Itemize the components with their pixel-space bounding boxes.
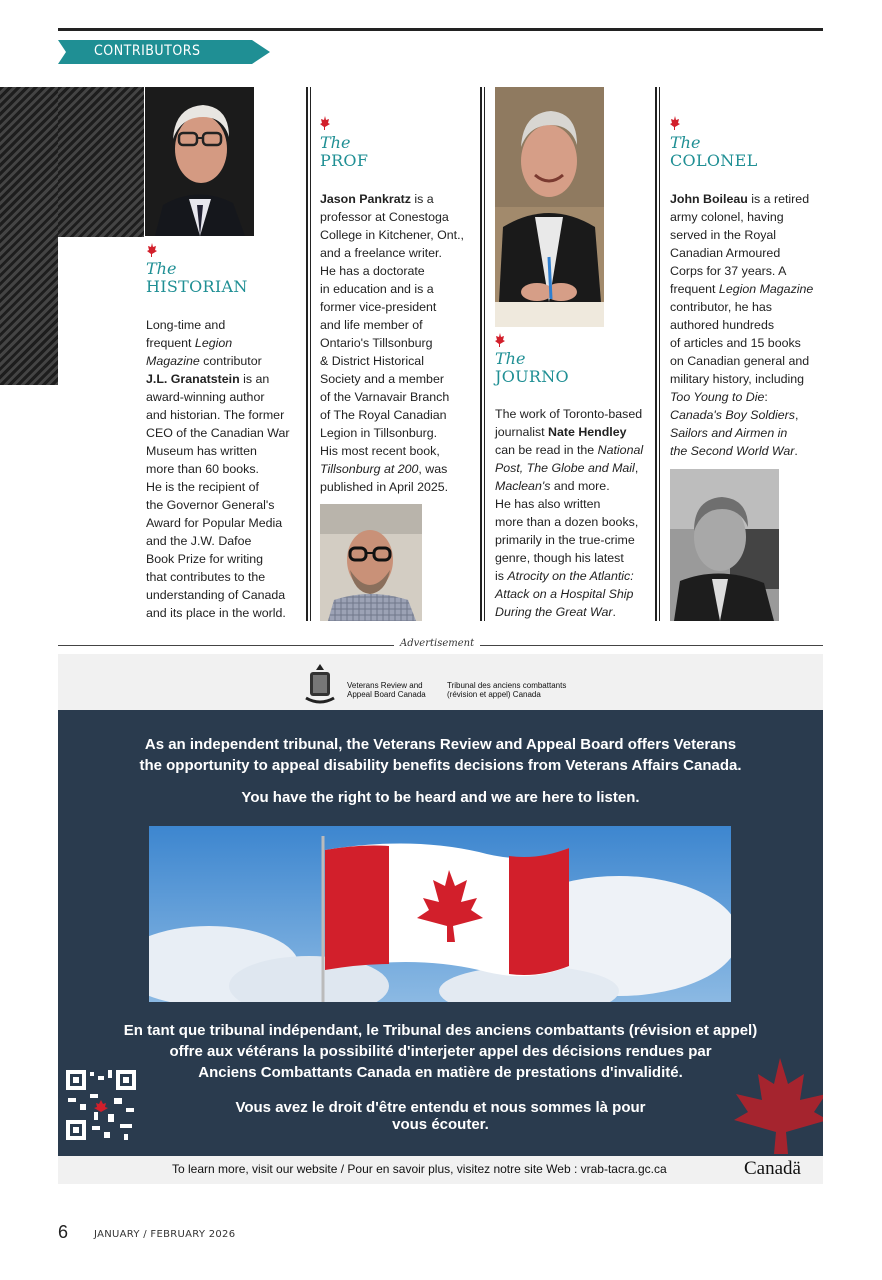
vrab-advertisement[interactable] bbox=[58, 654, 823, 1184]
bio-text: and a freelance writer. bbox=[320, 246, 442, 260]
bio-line bbox=[146, 460, 301, 478]
ad-header bbox=[58, 654, 823, 710]
bio-text: Book Prize for writing bbox=[146, 552, 264, 566]
bio-line bbox=[670, 226, 825, 244]
column-divider bbox=[484, 87, 485, 621]
bio-text: the Governor General's bbox=[146, 498, 275, 512]
bio-line bbox=[670, 334, 825, 352]
contributor-name: John Boileau bbox=[670, 192, 748, 206]
bio-text: Long-time and bbox=[146, 318, 226, 332]
bio-text: , bbox=[634, 461, 639, 475]
bio-text: is bbox=[495, 569, 508, 583]
bio-line bbox=[320, 478, 475, 496]
bio-text: He has also written bbox=[495, 497, 601, 511]
bio-line bbox=[670, 388, 825, 406]
bio-text: award-winning author bbox=[146, 390, 265, 404]
ad-en-line-3: You have the right to be heard and we are here to listen. bbox=[241, 789, 640, 806]
bio-line bbox=[146, 514, 301, 532]
ad-fr-line-4: Vous avez le droit d'être entendu et nous sommes là pour bbox=[235, 1099, 646, 1116]
bio-text: army colonel, having bbox=[670, 210, 784, 224]
bio-text: genre, though his latest bbox=[495, 551, 624, 565]
prof-role: PROF bbox=[320, 151, 369, 170]
bio-line bbox=[146, 586, 301, 604]
bio-line bbox=[146, 406, 301, 424]
bio-line bbox=[670, 406, 825, 424]
italic-title: Too Young to Die bbox=[670, 390, 765, 404]
italic-title: Legion Magazine bbox=[718, 282, 814, 296]
bio-line bbox=[320, 442, 475, 460]
page-number: 6 bbox=[58, 1222, 69, 1242]
bio-line bbox=[670, 442, 825, 460]
contributor-name: Nate Hendley bbox=[548, 425, 627, 439]
bio-line bbox=[495, 423, 653, 441]
column-divider bbox=[480, 87, 482, 621]
column-divider bbox=[310, 87, 311, 621]
prof-bio bbox=[320, 190, 475, 496]
bio-text: former vice-president bbox=[320, 300, 437, 314]
bio-line bbox=[146, 604, 301, 622]
bio-text: is an bbox=[239, 372, 270, 386]
italic-title: Maclean's bbox=[495, 479, 551, 493]
bio-line bbox=[146, 424, 301, 442]
italic-title: Canada's Boy Soldiers bbox=[670, 408, 795, 422]
coat-of-arms-icon bbox=[304, 662, 336, 704]
bio-text: contributor, he has bbox=[670, 300, 772, 314]
bio-line bbox=[320, 190, 475, 208]
bio-text: contributor bbox=[199, 354, 262, 368]
bio-text: frequent bbox=[670, 282, 719, 296]
bio-line bbox=[495, 459, 653, 477]
bio-text: CEO of the Canadian War bbox=[146, 426, 290, 440]
bio-line bbox=[495, 549, 653, 567]
ad-fr-line-1: En tant que tribunal indépendant, le Tribunal des anciens combattants (révision et appel) bbox=[123, 1022, 758, 1039]
bio-line bbox=[320, 208, 475, 226]
prof-photo bbox=[320, 504, 422, 621]
bio-text: can be read in the bbox=[495, 443, 598, 457]
ad-fr-line-2: offre aux vétérans la possibilité d'interjeter appel des décisions rendues par bbox=[169, 1043, 712, 1060]
bio-line bbox=[146, 316, 301, 334]
org-name-fr: Tribunal des anciens combattants (révision et appel) Canada bbox=[447, 681, 567, 699]
issue-date: JANUARY / FEBRUARY 2026 bbox=[94, 1229, 236, 1240]
italic-title: Atrocity on the Atlantic: bbox=[507, 569, 634, 583]
bio-text: and historian. The former bbox=[146, 408, 285, 422]
bio-text: College in Kitchener, Ont., bbox=[320, 228, 464, 242]
ad-website-line[interactable]: To learn more, visit our website / Pour en savoir plus, visitez notre site Web : vrab-tacra.gc.ca bbox=[172, 1162, 667, 1176]
bio-line bbox=[670, 370, 825, 388]
bio-line bbox=[670, 352, 825, 370]
bio-text: and its place in the world. bbox=[146, 606, 286, 620]
bio-text: more than 60 books. bbox=[146, 462, 259, 476]
ad-label: Advertisement bbox=[400, 638, 475, 649]
colonel-the: The bbox=[670, 133, 701, 152]
bio-text: journalist bbox=[495, 425, 549, 439]
decorative-corner bbox=[58, 237, 144, 387]
bio-text: served in the Royal bbox=[670, 228, 777, 242]
column-divider bbox=[655, 87, 657, 621]
bio-line bbox=[670, 244, 825, 262]
bio-line bbox=[146, 388, 301, 406]
bio-text: Canadian Armoured bbox=[670, 246, 781, 260]
bio-text: in education and is a bbox=[320, 282, 434, 296]
canadian-flag-image bbox=[149, 826, 731, 1002]
colonel-role: COLONEL bbox=[670, 151, 758, 170]
maple-leaf-icon bbox=[147, 243, 157, 257]
bio-line bbox=[670, 424, 825, 442]
bio-text: of articles and 15 books bbox=[670, 336, 801, 350]
bio-text: , was bbox=[418, 462, 448, 476]
column-divider bbox=[659, 87, 660, 621]
org-name-en: Veterans Review and Appeal Board Canada bbox=[347, 681, 426, 699]
bio-text: of the Varnavair Branch bbox=[320, 390, 450, 404]
bio-line bbox=[146, 496, 301, 514]
italic-title: National bbox=[597, 443, 644, 457]
bio-text: . bbox=[612, 605, 616, 619]
colonel-photo bbox=[670, 469, 779, 621]
top-rule bbox=[58, 28, 823, 31]
qr-code-icon[interactable] bbox=[64, 1068, 138, 1142]
bio-line bbox=[146, 334, 301, 352]
italic-title: During the Great War bbox=[495, 605, 613, 619]
bio-text: and the J.W. Dafoe bbox=[146, 534, 252, 548]
bio-line bbox=[320, 280, 475, 298]
bio-line bbox=[495, 531, 653, 549]
decorative-stripes-upper bbox=[58, 87, 144, 237]
bio-text: , bbox=[794, 408, 799, 422]
bio-line bbox=[320, 244, 475, 262]
bio-line bbox=[495, 405, 653, 423]
decorative-stripes bbox=[0, 87, 58, 385]
contributor-name: Jason Pankratz bbox=[320, 192, 411, 206]
bio-text: on Canadian general and bbox=[670, 354, 810, 368]
bio-line bbox=[495, 477, 653, 495]
italic-title: Post, The Globe and Mail bbox=[495, 461, 635, 475]
ad-fr-line-5: vous écouter. bbox=[392, 1116, 489, 1133]
journo-photo bbox=[495, 87, 604, 327]
bio-text: Ontario's Tillsonburg bbox=[320, 336, 433, 350]
bio-line bbox=[320, 298, 475, 316]
bio-line bbox=[495, 603, 653, 621]
italic-title: Sailors and Airmen in bbox=[670, 426, 788, 440]
bio-line bbox=[495, 441, 653, 459]
bio-text: professor at Conestoga bbox=[320, 210, 449, 224]
historian-photo bbox=[145, 87, 254, 236]
bio-line bbox=[495, 585, 653, 603]
bio-text: that contributes to the bbox=[146, 570, 266, 584]
ad-divider-right bbox=[480, 645, 823, 646]
bio-line bbox=[670, 262, 825, 280]
bio-text: understanding of Canada bbox=[146, 588, 286, 602]
bio-text: primarily in the true-crime bbox=[495, 533, 635, 547]
ad-fr-line-3: Anciens Combattants Canada en matière de prestations d'invalidité. bbox=[198, 1064, 683, 1081]
bio-text: Legion in Tillsonburg. bbox=[320, 426, 438, 440]
bio-text: Award for Popular Media bbox=[146, 516, 283, 530]
italic-title: Legion bbox=[194, 336, 233, 350]
bio-line bbox=[320, 316, 475, 334]
bio-line bbox=[146, 568, 301, 586]
bio-text: His most recent book, bbox=[320, 444, 440, 458]
bio-line bbox=[670, 280, 825, 298]
bio-text: Corps for 37 years. A bbox=[670, 264, 787, 278]
maple-leaf-icon bbox=[320, 116, 330, 130]
bio-text: He has a doctorate bbox=[320, 264, 425, 278]
bio-text: & District Historical bbox=[320, 354, 424, 368]
bio-line bbox=[320, 406, 475, 424]
bio-line bbox=[670, 298, 825, 316]
maple-leaf-decoration-icon bbox=[730, 1054, 823, 1154]
bio-line bbox=[146, 352, 301, 370]
bio-text: The work of Toronto-based bbox=[495, 407, 643, 421]
bio-text: published in April 2025. bbox=[320, 480, 449, 494]
bio-text: frequent bbox=[146, 336, 195, 350]
historian-the: The bbox=[146, 259, 177, 278]
journo-bio bbox=[495, 405, 653, 621]
bio-line bbox=[495, 567, 653, 585]
italic-title: Tillsonburg at 200 bbox=[320, 462, 419, 476]
bio-text: of The Royal Canadian bbox=[320, 408, 447, 422]
bio-line bbox=[320, 334, 475, 352]
section-label: CONTRIBUTORS bbox=[94, 43, 201, 59]
column-divider bbox=[306, 87, 308, 621]
bio-line bbox=[320, 460, 475, 478]
bio-line bbox=[670, 208, 825, 226]
ad-divider-left bbox=[58, 645, 394, 646]
italic-title: the Second World War bbox=[670, 444, 795, 458]
bio-line bbox=[670, 190, 825, 208]
bio-line bbox=[320, 226, 475, 244]
ad-en-line-2: the opportunity to appeal disability benefits decisions from Veterans Affairs Canada. bbox=[139, 757, 742, 774]
bio-text: and life member of bbox=[320, 318, 423, 332]
bio-line bbox=[320, 424, 475, 442]
historian-role: HISTORIAN bbox=[146, 277, 248, 296]
bio-line bbox=[146, 532, 301, 550]
contributor-name: J.L. Granatstein bbox=[146, 372, 240, 386]
bio-line bbox=[146, 442, 301, 460]
canada-wordmark: Canadä bbox=[744, 1158, 801, 1179]
italic-title: Magazine bbox=[146, 354, 200, 368]
historian-bio bbox=[146, 316, 301, 622]
bio-text: and more. bbox=[550, 479, 610, 493]
bio-text: Museum has written bbox=[146, 444, 257, 458]
bio-text: Society and a member bbox=[320, 372, 444, 386]
journo-the: The bbox=[495, 349, 526, 368]
bio-line bbox=[146, 478, 301, 496]
maple-leaf-icon bbox=[670, 116, 680, 130]
ad-en-line-1: As an independent tribunal, the Veterans Review and Appeal Board offers Veterans bbox=[144, 736, 737, 753]
bio-text: : bbox=[764, 390, 768, 404]
bio-text: military history, including bbox=[670, 372, 805, 386]
maple-leaf-icon bbox=[495, 333, 505, 347]
bio-text: authored hundreds bbox=[670, 318, 775, 332]
bio-text: is a retired bbox=[747, 192, 810, 206]
bio-text: is a bbox=[410, 192, 434, 206]
bio-line bbox=[320, 388, 475, 406]
bio-text: He is the recipient of bbox=[146, 480, 259, 494]
bio-line bbox=[320, 352, 475, 370]
journo-role: JOURNO bbox=[495, 367, 569, 386]
bio-line bbox=[320, 262, 475, 280]
bio-text: more than a dozen books, bbox=[495, 515, 639, 529]
bio-line bbox=[320, 370, 475, 388]
bio-line bbox=[146, 370, 301, 388]
italic-title: Attack on a Hospital Ship bbox=[495, 587, 634, 601]
bio-text: . bbox=[794, 444, 798, 458]
prof-the: The bbox=[320, 133, 351, 152]
bio-line bbox=[146, 550, 301, 568]
colonel-bio bbox=[670, 190, 825, 460]
bio-line bbox=[495, 495, 653, 513]
bio-line bbox=[495, 513, 653, 531]
bio-line bbox=[670, 316, 825, 334]
